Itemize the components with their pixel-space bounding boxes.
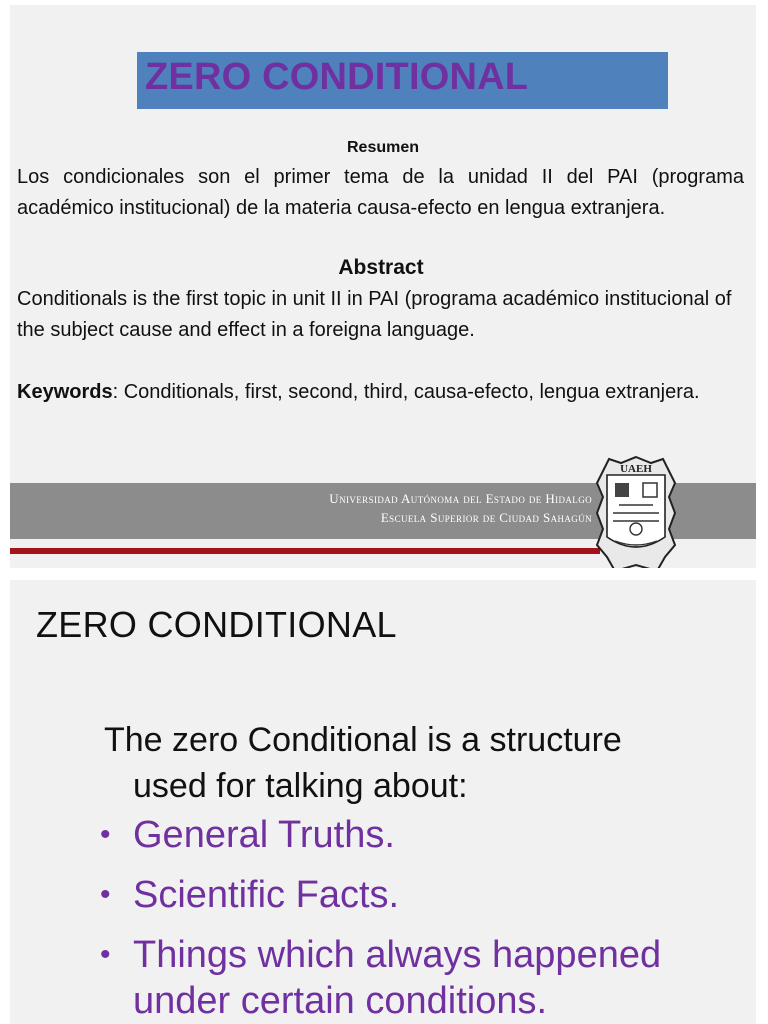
slide-title: ZERO CONDITIONAL xyxy=(36,604,397,645)
abstract-heading: Abstract xyxy=(338,256,424,279)
university-name: Universidad Autónoma del Estado de Hidalgo xyxy=(329,491,592,506)
intro-line-2: used for talking about: xyxy=(133,767,468,805)
keywords-label: Keywords xyxy=(17,381,113,403)
bullet-dot-icon: • xyxy=(100,938,111,971)
resumen-heading: Resumen xyxy=(346,139,420,156)
bullet-dot-icon: • xyxy=(100,878,111,911)
bullet-item xyxy=(100,932,756,1024)
keywords-text: : Conditionals, first, second, third, causa-efecto, lengua extranjera. xyxy=(112,381,700,403)
bullet-item xyxy=(100,812,756,858)
seal-lettering: UAEH xyxy=(620,463,652,475)
bullet-text: General Truths. xyxy=(133,814,395,856)
slide-abstract xyxy=(10,5,756,568)
abstract-body: Conditionals is the first topic in unit II in PAI (programa académico institucional of the subject cause and effect in a foreigna language. xyxy=(17,288,732,341)
university-seal-icon xyxy=(593,453,679,568)
resumen-body: Los condicionales son el primer tema de la unidad II del PAI (programa académico institucional) de la materia causa-efecto en lengua extranjera. xyxy=(17,166,744,219)
title-box xyxy=(137,52,668,109)
bullet-text: Scientific Facts. xyxy=(133,874,400,916)
bullet-item xyxy=(100,872,756,918)
keywords-paragraph xyxy=(17,377,744,408)
slide-title: ZERO CONDITIONAL xyxy=(145,56,529,98)
slide-zero-conditional xyxy=(10,580,756,1024)
bullet-dot-icon: • xyxy=(100,818,111,851)
school-name: Escuela Superior de Ciudad Sahagún xyxy=(380,510,592,525)
bullet-text: Things which always happened under certain conditions. xyxy=(133,934,662,1022)
intro-line-1: The zero Conditional is a structure xyxy=(104,721,622,759)
intro-text xyxy=(104,717,744,809)
footer-red-band xyxy=(10,548,600,554)
bullet-list xyxy=(100,812,756,1024)
